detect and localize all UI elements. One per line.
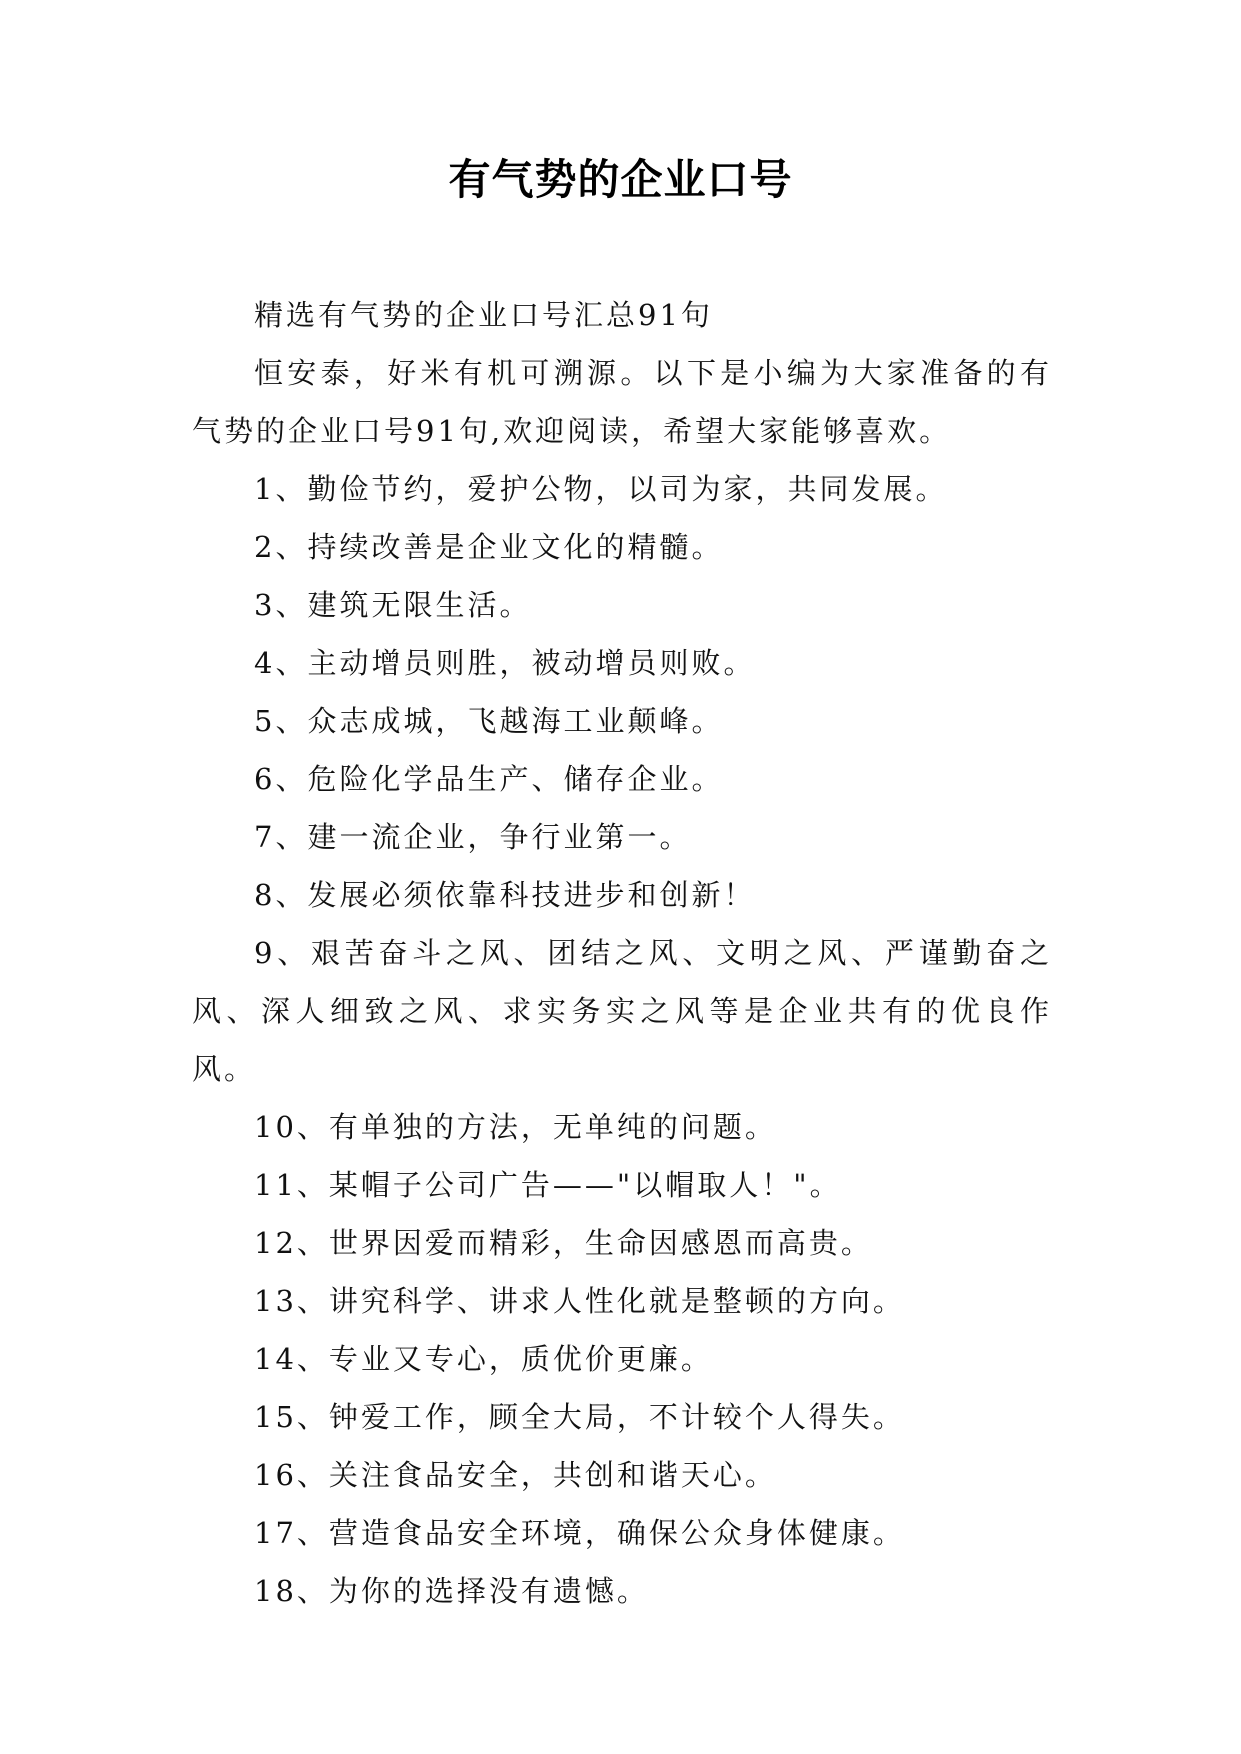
slogan-item: 7、建一流企业，争行业第一。	[254, 820, 692, 854]
slogan-item: 18、为你的选择没有遗憾。	[254, 1574, 649, 1608]
document-body	[192, 286, 1052, 1620]
slogan-item: 9、艰苦奋斗之风、团结之风、文明之风、严谨勤奋之风、深人细致之风、求实务实之风等是企业共有的优良作风。	[192, 936, 1052, 1086]
slogan-item: 12、世界因爱而精彩，生命因感恩而高贵。	[254, 1226, 873, 1260]
slogan-item: 4、主动增员则胜，被动增员则败。	[254, 646, 756, 680]
slogan-item: 17、营造食品安全环境，确保公众身体健康。	[254, 1516, 905, 1550]
intro-paragraph: 恒安泰，好米有机可溯源。以下是小编为大家准备的有气势的企业口号91句,欢迎阅读，希望大家能够喜欢。	[192, 356, 1052, 448]
slogan-item: 3、建筑无限生活。	[254, 588, 532, 622]
slogan-item: 16、关注食品安全，共创和谐天心。	[254, 1458, 777, 1492]
slogan-item: 13、讲究科学、讲求人性化就是整顿的方向。	[254, 1284, 905, 1318]
slogan-item: 6、危险化学品生产、储存企业。	[254, 762, 724, 796]
slogan-item: 8、发展必须依靠科技进步和创新！	[254, 878, 756, 912]
intro-paragraph: 精选有气势的企业口号汇总91句	[254, 298, 713, 332]
slogan-item: 1、勤俭节约，爱护公物，以司为家，共同发展。	[254, 472, 948, 506]
slogan-item: 14、专业又专心，质优价更廉。	[254, 1342, 713, 1376]
slogan-item: 11、某帽子公司广告——"以帽取人！"。	[254, 1168, 842, 1202]
document-title: 有气势的企业口号	[448, 155, 793, 204]
slogan-item: 15、钟爱工作，顾全大局，不计较个人得失。	[254, 1400, 905, 1434]
slogan-item: 5、众志成城，飞越海工业颠峰。	[254, 704, 724, 738]
slogan-item: 2、持续改善是企业文化的精髓。	[254, 530, 724, 564]
slogan-item: 10、有单独的方法，无单纯的问题。	[254, 1110, 777, 1144]
